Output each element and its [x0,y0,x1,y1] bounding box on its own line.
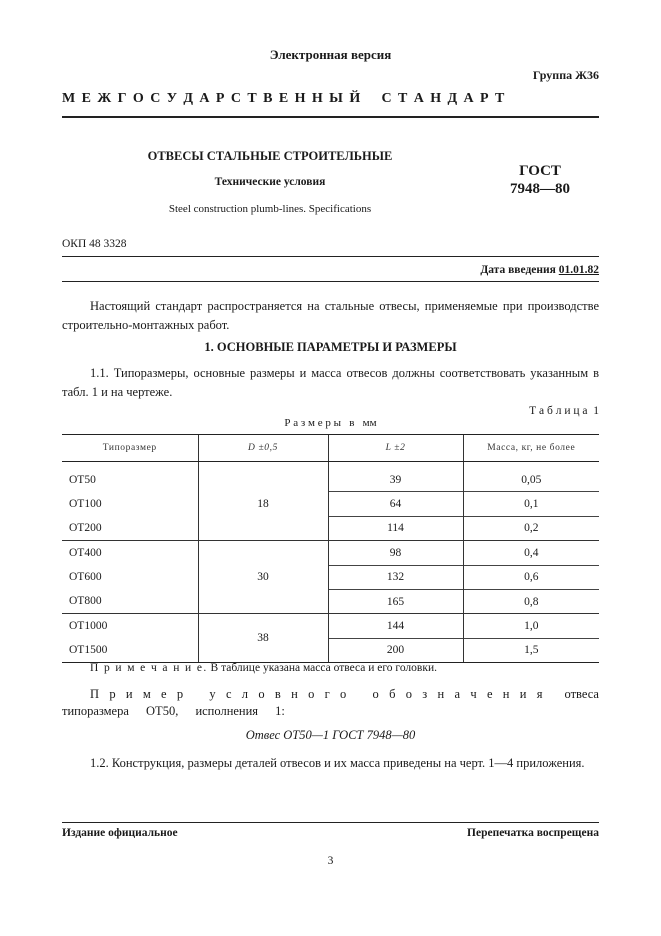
section-1-heading: 1. ОСНОВНЫЕ ПАРАМЕТРЫ И РАЗМЕРЫ [204,340,457,354]
gost-number: 7948—80 [510,181,570,197]
table-number-label: Т а б л и ц а 1 [529,405,599,417]
cell-type: ОТ100 [69,498,102,511]
table-row [62,462,599,492]
electronic-version-label: Электронная версия [269,47,392,62]
date-divider [62,281,599,282]
table-note [62,659,599,678]
cell-mass: 1,5 [463,638,599,662]
table-row [62,516,599,540]
example-designation: Отвес ОТ50—1 ГОСТ 7948—80 [245,728,416,742]
standard-type-heading: М Е Ж Г О С У Д А Р С Т В Е Н Н Ы Й С Т А Н Д А Р Т [62,91,506,106]
page-number: 3 [327,855,334,867]
cell-l: 132 [328,565,463,589]
cell-l: 114 [328,516,463,540]
cell-type: ОТ1500 [62,638,198,662]
document-title: ОТВЕСЫ СТАЛЬНЫЕ СТРОИТЕЛЬНЫЕ [147,149,393,163]
cell-mass: 0,05 [463,462,599,492]
intro-paragraph: Настоящий стандарт распространяется на стальные отвесы, применяемые при производстве строительно-монтажных работ. [62,299,599,332]
official-edition-label: Издание официальное [62,827,178,839]
table-header-row [62,435,599,462]
paragraph-1-1: 1.1. Типоразмеры, основные размеры и масса отвесов должны соответствовать указанным в табл. 1 и на чертеже. [62,366,599,399]
cell-mass: 0,4 [463,541,599,565]
cell-mass: 1,0 [463,614,599,638]
okp-code: ОКП 48 3328 [62,238,127,250]
cell-type: ОТ600 [69,571,102,584]
document-subtitle: Технические условия [214,176,326,188]
sizes-table [62,434,599,663]
intro-date-label: Дата введения [480,264,556,276]
table-row [62,589,599,613]
column-header-type: Типоразмер [62,435,198,462]
example-text: отвеса типоразмера ОТ50, исполнения 1: [62,687,599,718]
cell-l: 64 [328,492,463,516]
cell-mass: 0,2 [463,516,599,540]
cell-d: 18 [198,462,328,541]
gost-label: ГОСТ [519,163,561,179]
note-label: П р и м е ч а н и е. [90,662,208,674]
cell-mass: 0,1 [463,492,599,516]
paragraph-1-2: 1.2. Конструкция, размеры деталей отвесов и их масса приведены на черт. 1—4 приложения. [90,756,585,770]
intro-date-value: 01.01.82 [558,264,599,276]
table-row [62,565,599,589]
column-header-d: D ±0,5 [198,435,328,462]
english-title: Steel construction plumb-lines. Specifications [168,203,372,215]
okp-divider [62,256,599,257]
cell-d: 30 [198,541,328,614]
cell-l: 98 [328,541,463,565]
table-units-label: Р а з м е р ы в мм [284,417,377,429]
header-divider [62,116,599,118]
note-text: В таблице указана масса отвеса и его головки. [207,662,437,674]
footer-divider [62,822,599,823]
group-label: Группа Ж36 [532,68,599,82]
cell-type: ОТ400 [62,541,198,565]
table-row [62,492,599,516]
cell-type: ОТ1000 [62,614,198,638]
table-row [62,541,599,565]
cell-l: 200 [328,638,463,662]
table-row [62,614,599,638]
intro-date [350,264,599,276]
reprint-prohibited-label: Перепечатка воспрещена [467,827,599,839]
cell-type: ОТ200 [69,522,102,535]
example-label: П р и м е р у с л о в н о г о о б о з н а ч е н и я [90,687,545,701]
example-paragraph [62,686,599,720]
cell-d: 38 [198,614,328,663]
column-header-l: L ±2 [328,435,463,462]
column-header-mass: Масса, кг, не более [463,435,599,462]
cell-l: 165 [328,589,463,613]
cell-l: 39 [328,462,463,492]
cell-mass: 0,8 [463,589,599,613]
cell-mass: 0,6 [463,565,599,589]
cell-type: ОТ800 [69,595,102,608]
cell-type: ОТ50 [69,473,96,486]
cell-l: 144 [328,614,463,638]
